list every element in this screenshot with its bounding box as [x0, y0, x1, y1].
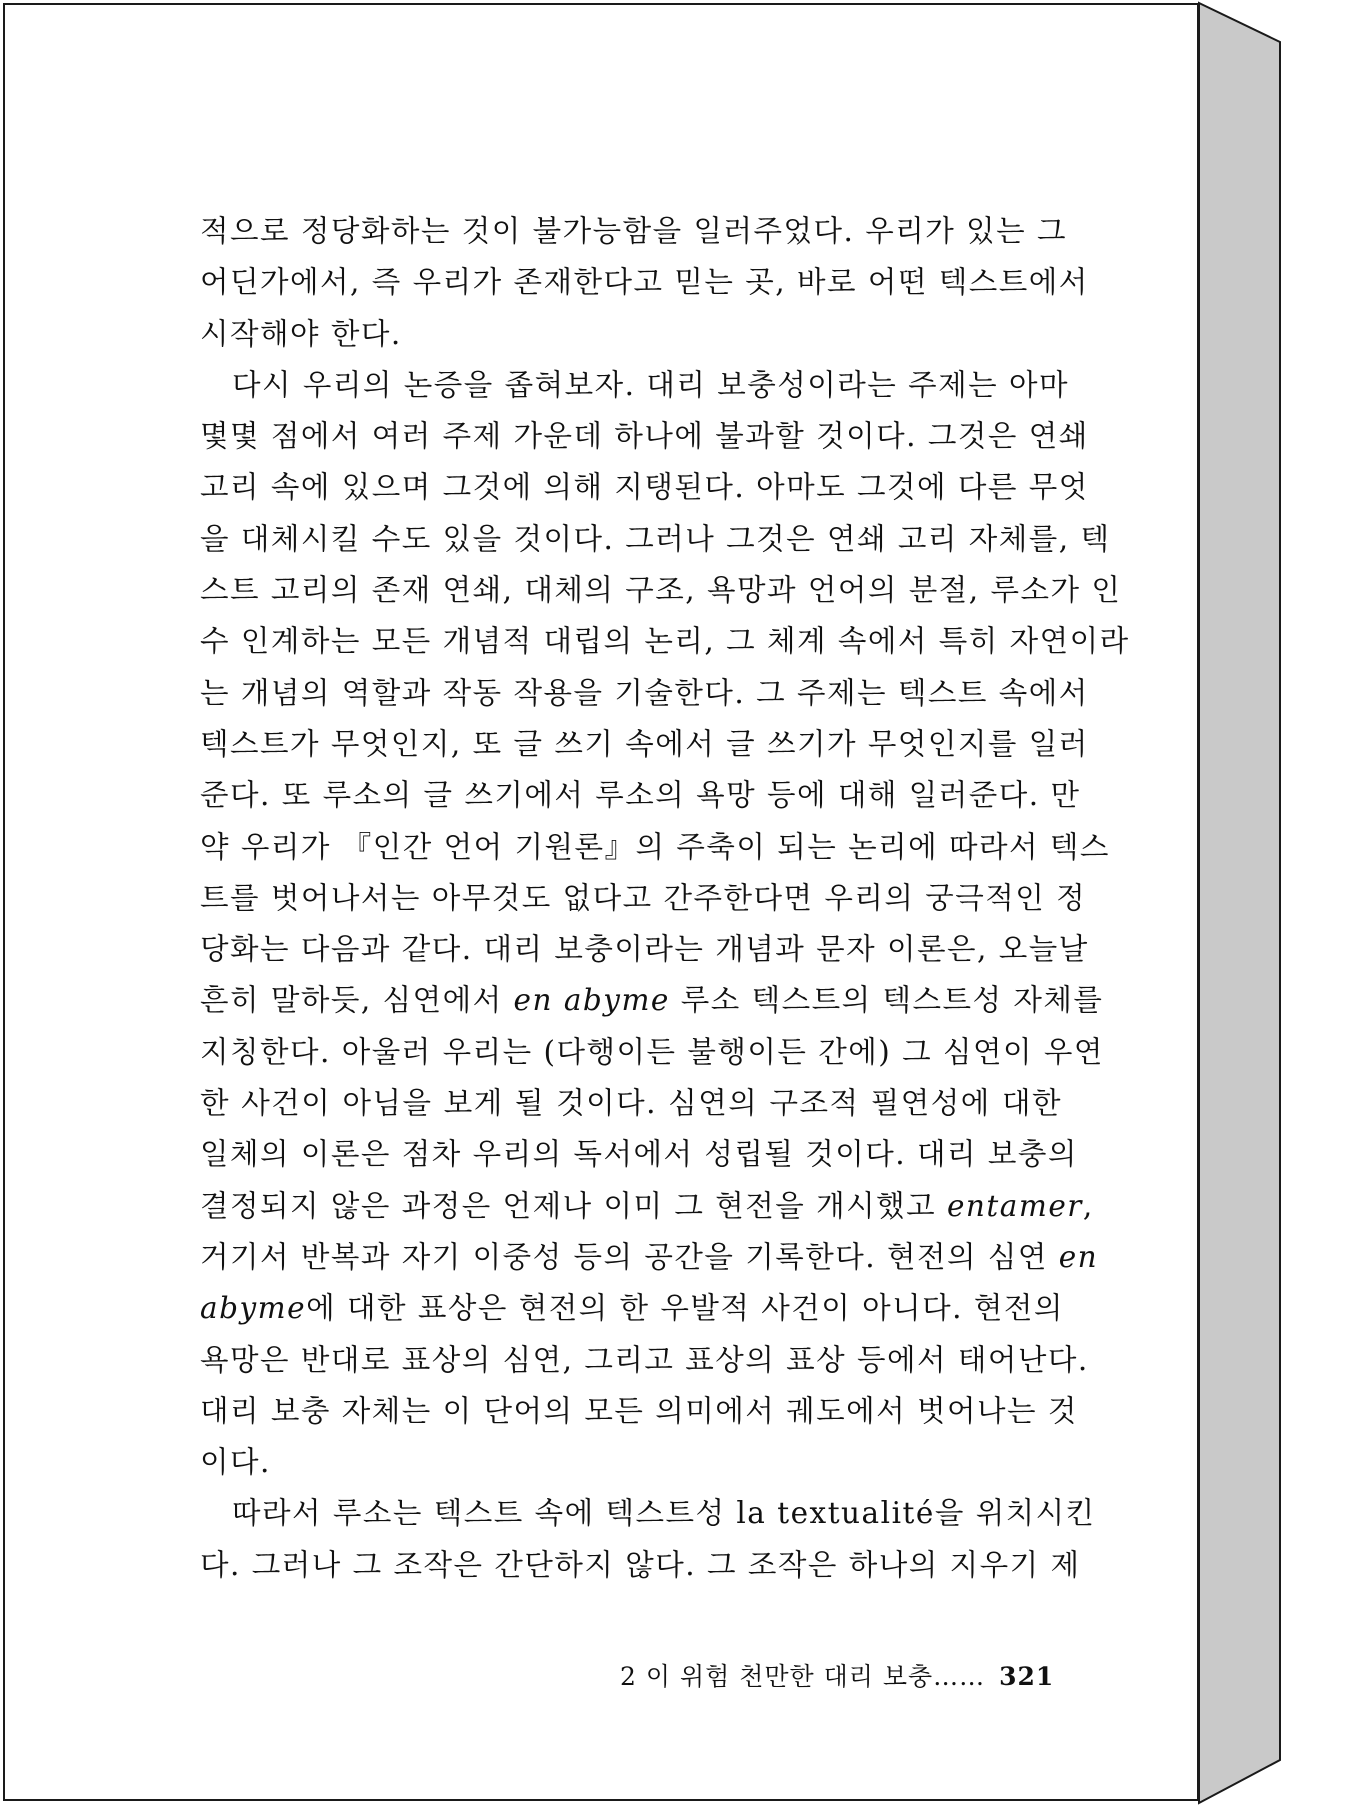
text-line: 시작해야 한다. — [200, 316, 402, 351]
text-line: 트를 벗어나서는 아무것도 없다고 간주한다면 우리의 궁극적인 정 — [200, 880, 1087, 915]
text-segment: 루소 텍스트의 텍스트성 자체를 — [669, 983, 1104, 1018]
text-segment: , — [1082, 1188, 1094, 1223]
text-line: 준다. 또 루소의 글 쓰기에서 루소의 욕망 등에 대해 일러준다. 만 — [200, 778, 1081, 813]
text-line: 는 개념의 역할과 작동 작용을 기술한다. 그 주제는 텍스트 속에서 — [200, 675, 1089, 710]
text-segment: 에 대한 표상은 현전의 한 우발적 사건이 아니다. 현전의 — [306, 1291, 1064, 1326]
running-title: 2 이 위험 천만한 대리 보충…… — [620, 1662, 986, 1691]
text-line: 텍스트가 무엇인지, 또 글 쓰기 속에서 글 쓰기가 무엇인지를 일러 — [200, 726, 1089, 761]
text-line: 지칭한다. 아울러 우리는 (다행이든 불행이든 간에) 그 심연이 우연 — [200, 1034, 1104, 1069]
text-line: 수 인계하는 모든 개념적 대립의 논리, 그 체계 속에서 특히 자연이라 — [200, 624, 1130, 659]
text-line — [200, 1283, 1062, 1334]
text-line: 약 우리가 『인간 언어 기원론』의 주축이 되는 논리에 따라서 텍스 — [200, 829, 1110, 864]
text-line: 한 사건이 아님을 보게 될 것이다. 심연의 구조적 필연성에 대한 — [200, 1086, 1062, 1121]
text-line: 을 대체시킬 수도 있을 것이다. 그러나 그것은 연쇄 고리 자체를, 텍 — [200, 521, 1111, 556]
text-line: 스트 고리의 존재 연쇄, 대체의 구조, 욕망과 언어의 분절, 루소가 인 — [200, 573, 1122, 608]
page-number: 321 — [999, 1662, 1055, 1691]
text-segment: 결정되지 않은 과정은 언제나 이미 그 현전을 개시했고 — [200, 1188, 947, 1223]
text-line: 일체의 이론은 점차 우리의 독서에서 성립될 것이다. 대리 보충의 — [200, 1137, 1078, 1172]
text-line: 욕망은 반대로 표상의 심연, 그리고 표상의 표상 등에서 태어난다. — [200, 1342, 1089, 1377]
text-line: 당화는 다음과 같다. 대리 보충이라는 개념과 문자 이론은, 오늘날 — [200, 932, 1089, 967]
text-line: 대리 보충 자체는 이 단어의 모든 의미에서 궤도에서 벗어나는 것 — [200, 1393, 1078, 1428]
text-line: 이다. — [200, 1445, 271, 1480]
text-line: 적으로 정당화하는 것이 불가능함을 일러주었다. 우리가 있는 그 — [200, 214, 1067, 248]
foreign-term: abyme — [200, 1291, 307, 1326]
foreign-term: entamer — [946, 1188, 1083, 1223]
text-segment: 거기서 반복과 자기 이중성 등의 공간을 기록한다. 현전의 심연 — [200, 1239, 1059, 1274]
paragraph-start-line: 따라서 루소는 텍스트 속에 텍스트성 la textualité을 위치시킨 — [232, 1496, 1096, 1531]
paragraph-start-line: 다시 우리의 논증을 좁혀보자. 대리 보충성이라는 주제는 아마 — [232, 367, 1069, 402]
page-body — [200, 206, 1130, 1591]
text-line: 다. 그러나 그 조작은 간단하지 않다. 그 조작은 하나의 지우기 제 — [200, 1547, 1081, 1582]
text-segment: 흔히 말하듯, 심연에서 — [200, 983, 514, 1018]
text-line: 몇몇 점에서 여러 주제 가운데 하나에 불과할 것이다. 그것은 연쇄 — [200, 419, 1089, 454]
page-footer — [620, 1657, 1055, 1693]
text-line: 고리 속에 있으며 그것에 의해 지탱된다. 아마도 그것에 다른 무엇 — [200, 470, 1089, 505]
text-line — [200, 1232, 1099, 1283]
text-line — [200, 975, 1104, 1026]
foreign-term: en — [1058, 1239, 1099, 1274]
foreign-term: en abyme — [513, 983, 670, 1018]
text-line — [200, 1181, 1094, 1232]
text-line: 어딘가에서, 즉 우리가 존재한다고 믿는 곳, 바로 어떤 텍스트에서 — [200, 265, 1089, 300]
